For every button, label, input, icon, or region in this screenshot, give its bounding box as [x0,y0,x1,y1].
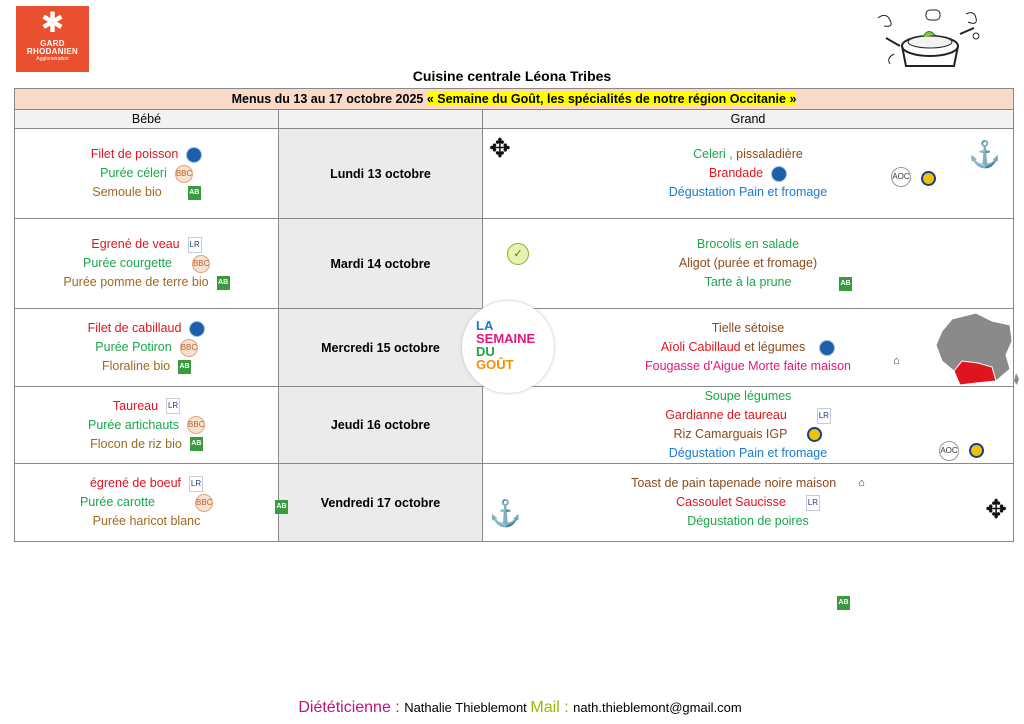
cooking-pot-illustration [868,4,988,74]
semaine-logo-line: LA [476,318,494,333]
msc-label-icon [819,340,835,356]
organic-ab-icon: AB [190,437,203,451]
menu-item: Filet de cabillaud [87,321,182,335]
bebe-menu-monday [15,129,279,219]
semaine-logo-line: GOÛT [476,357,514,372]
day-row-thursday [15,387,1014,464]
menu-item: Semoule bio [92,185,162,199]
label-rouge-icon: LR [817,408,831,424]
footer [0,699,1024,717]
homemade-icon: ⌂ [858,477,865,490]
week-header [15,89,1014,110]
aoc-label-icon: AOC [939,441,959,461]
menu-item: Egrené de veau [91,237,180,251]
day-label-monday: Lundi 13 octobre [279,129,483,219]
grand-menu-monday [483,129,1014,219]
day-row-friday [15,464,1014,542]
menu-item: Fougasse d'Aigue Morte faite maison [645,359,851,373]
day-label-wednesday: Mercredi 15 octobre [279,309,483,387]
menu-item: Filet de poisson [90,147,179,161]
menu-item: Celeri , [693,147,737,161]
menu-item: Gardianne de taureau [665,408,787,422]
msc-label-icon [771,166,787,182]
day-row-monday [15,129,1014,219]
gard-rhodanien-logo [16,6,89,72]
igp-label-icon [921,171,936,186]
day-label-thursday: Jeudi 16 octobre [279,387,483,464]
menu-item: Flocon de riz bio [90,436,182,451]
menu-item: Purée Potiron [95,340,172,354]
menu-item: Dégustation Pain et fromage [668,185,828,199]
logo-line-1: GARD [40,39,65,48]
menu-item: Purée artichauts [87,417,180,432]
menu-item: Soupe légumes [704,389,792,403]
label-rouge-icon: LR [189,476,203,492]
week-dates: Menus du 13 au 17 octobre 2025 [231,92,427,106]
menu-item: Purée courgette [83,256,172,270]
camargue-cross-icon: ⚓ [489,498,522,528]
day-label-friday: Vendredi 17 octobre [279,464,483,542]
menu-item: Taureau [112,398,159,413]
organic-ab-icon: AB [839,277,852,291]
bleu-blanc-coeur-icon: BBC [180,339,198,357]
organic-ab-icon: AB [837,596,850,610]
menu-item: pissaladière [736,147,803,161]
menu-item: et légumes [744,340,806,354]
bleu-blanc-coeur-icon: BBC [187,416,205,434]
organic-ab-icon: AB [178,360,191,374]
menu-item: Purée pomme de terre bio [63,275,209,289]
msc-label-icon [186,147,202,163]
dietitian-name: Nathalie Thieblemont [404,700,531,715]
grand-menu-tuesday [483,219,1014,309]
menu-item: Floraline bio [101,359,171,373]
column-header-row [15,110,1014,129]
grand-menu-friday [483,464,1014,542]
menu-item: Aligot (purée et fromage) [678,256,818,270]
france-occitanie-map [932,311,1020,391]
camargue-cross-icon: ⚓ [968,139,1001,169]
igp-label-icon [969,443,984,458]
organic-ab-icon: AB [275,500,288,514]
organic-ab-icon: AB [188,186,201,200]
label-rouge-icon: LR [188,237,202,253]
logo-mark-icon: ✱ [40,6,65,39]
menu-item: Brocolis en salade [696,237,800,251]
menu-item: Riz Camarguais IGP [673,427,788,441]
day-row-tuesday [15,219,1014,309]
semaine-du-gout-logo [462,301,554,393]
bebe-menu-wednesday [15,309,279,387]
grand-menu-thursday [483,387,1014,464]
occitan-cross-icon: ✥ [489,133,511,163]
email-address[interactable]: nath.thieblemont@gmail.com [573,700,742,715]
menu-item: Purée céleri [100,166,167,180]
menu-item: Cassoulet Saucisse [676,495,786,510]
bleu-blanc-coeur-icon: BBC [192,255,210,273]
organic-ab-icon: AB [217,276,230,290]
semaine-logo-line: SEMAINE [476,331,536,346]
label-rouge-icon: LR [166,398,180,414]
bebe-menu-friday [15,464,287,542]
aoc-label-icon: AOC [891,167,911,187]
menu-item: Toast de pain tapenade noire maison [631,475,837,490]
menu-item: Tarte à la prune [704,275,792,289]
logo-line-2: RHODANIEN [26,47,79,56]
menu-item: Dégustation Pain et fromage [668,446,828,460]
igp-label-icon [807,427,822,442]
homemade-icon: ⌂ [893,355,900,367]
dietitian-label: Diététicienne : [298,699,405,716]
menu-item: Brandade [708,166,764,180]
menu-item: égrené de boeuf [89,476,182,490]
bebe-column-header: Bébé [15,110,279,129]
label-rouge-icon: LR [806,495,820,511]
logo-line-3: Agglomération [36,56,69,62]
mail-label: Mail : [530,699,574,716]
week-header-row [15,89,1014,110]
menu-item: Purée haricot blanc [92,514,201,528]
occitan-cross-icon: ✥ [985,494,1007,524]
bebe-menu-thursday [15,387,279,464]
menu-item: Tielle sétoise [711,321,785,335]
vegetarian-icon: ✓ [507,243,529,265]
page-title: Cuisine centrale Léona Tribes [412,68,612,84]
menu-item: Aïoli Cabillaud [660,340,745,354]
week-theme: « Semaine du Goût, les spécialités de notre région Occitanie » [426,92,797,106]
bleu-blanc-coeur-icon: BBC [195,494,213,512]
day-column-header [279,110,483,129]
bleu-blanc-coeur-icon: BBC [175,165,193,183]
menu-item: Dégustation de poires [687,514,809,529]
semaine-logo-line: DU [476,344,495,359]
menu-item: Purée carotte [79,495,156,509]
msc-label-icon [189,321,205,337]
day-label-tuesday: Mardi 14 octobre [279,219,483,309]
grand-column-header: Grand [483,110,1014,129]
bebe-menu-tuesday [15,219,279,309]
